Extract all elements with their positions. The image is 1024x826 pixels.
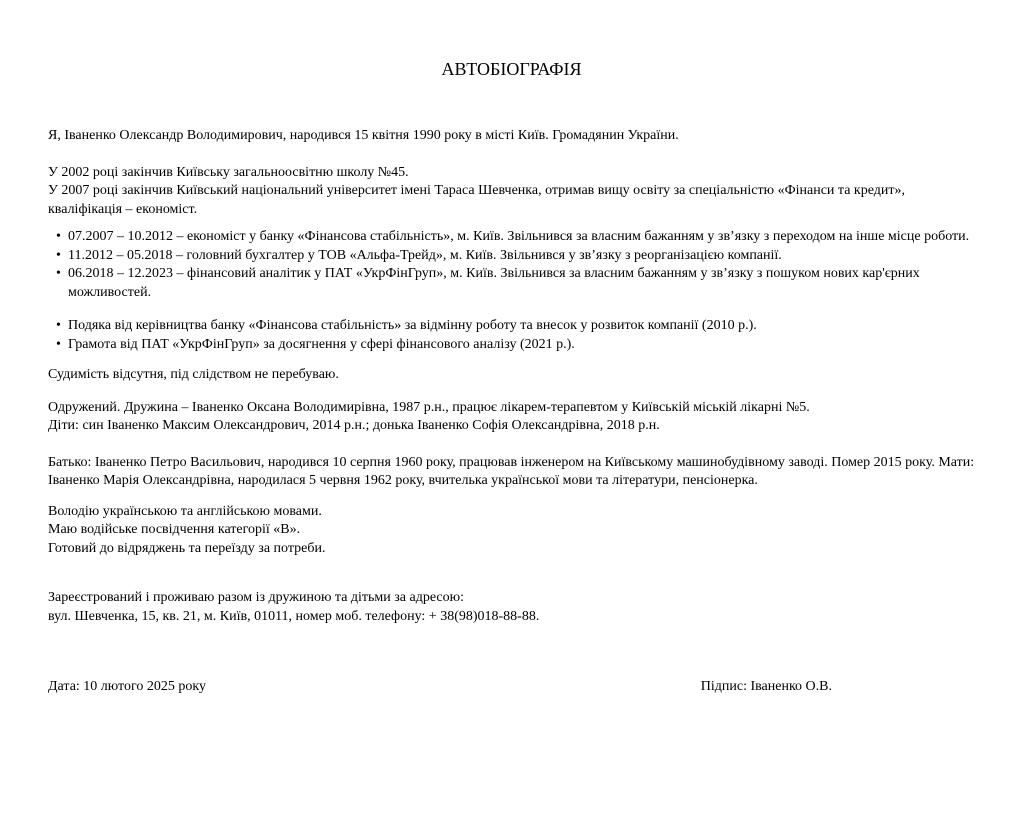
list-item (56, 265, 975, 302)
list-item (56, 336, 975, 355)
document-page (0, 57, 1024, 697)
bullet-icon: • (56, 229, 61, 244)
family-spouse-line: Одружений. Дружина – Іваненко Оксана Володимирівна, 1987 р.н., працює лікарем-терапевтом у Київській міській лікарні №5. (48, 399, 810, 415)
education-section (48, 164, 975, 220)
parents-paragraph: Батько: Іваненко Петро Васильович, народився 10 серпня 1960 року, працював інженером на Київському машинобудівному заводі. Помер 2015 року. Мати: Іваненко Марія Олександрівна, народилася 5 червня 1962 року, вчителька української мови та літератури, пенсіонерка. (48, 454, 975, 488)
date-label: Дата: 10 лютого 2025 року (48, 679, 206, 694)
address-intro-line: Зареєстрований і проживаю разом із дружиною та дітьми за адресою: (48, 590, 464, 605)
skills-driving-line: Маю водійське посвідчення категорії «В». (48, 522, 301, 537)
criminal-record-paragraph: Судимість відсутня, під слідством не перебуваю. (48, 367, 339, 382)
family-children-line: Діти: син Іваненко Максим Олександрович, 2014 р.н.; донька Іваненко Софія Олександрівна, 2018 р.н. (48, 418, 660, 433)
signature-label: Підпис: Іваненко О.В. (700, 679, 832, 694)
list-item (56, 228, 975, 247)
award-item-text: Подяка від керівництва банку «Фінансова стабільність» за відмінну роботу та внесок у розвиток компанії (2010 р.). (68, 318, 757, 333)
skills-section (48, 503, 975, 559)
work-item-text: 06.2018 – 12.2023 – фінансовий аналітик у ПАТ «УкрФінГруп», м. Київ. Звільнився за власним бажанням у зв’язку з пошуком нових кар'єрних можливостей. (68, 266, 920, 300)
skills-mobility-line: Готовий до відряджень та переїзду за потреби. (48, 540, 326, 556)
education-line-school: У 2002 році закінчив Київську загальноосвітню школу №45. (48, 164, 409, 180)
page-title: АВТОБІОГРАФІЯ (441, 59, 582, 79)
bullet-icon: • (56, 336, 61, 352)
address-section (48, 589, 975, 626)
work-item-text: 11.2012 – 05.2018 – головний бухгалтер у ТОВ «Альфа-Трейд», м. Київ. Звільнився у зв’язку з реорганізацією компанії. (68, 247, 782, 263)
bullet-icon: • (56, 266, 61, 281)
education-line-university: У 2007 році закінчив Київський національний університет імені Тараса Шевченка, отримав вищу освіту за спеціальністю «Фінанси та кредит», кваліфікація – економіст. (48, 183, 905, 217)
family-section (48, 399, 975, 436)
awards-list (48, 317, 975, 354)
footer-row (48, 678, 975, 697)
work-item-text: 07.2007 – 10.2012 – економіст у банку «Фінансова стабільність», м. Київ. Звільнився за власним бажанням у зв’язку з переходом на інше місце роботи. (68, 229, 970, 244)
list-item (56, 247, 975, 266)
bullet-icon: • (56, 247, 61, 263)
intro-paragraph: Я, Іваненко Олександр Володимирович, народився 15 квітня 1990 року в місті Київ. Громадянин України. (48, 128, 679, 143)
bullet-icon: • (56, 318, 61, 333)
list-item (56, 317, 975, 336)
award-item-text: Грамота від ПАТ «УкрФінГруп» за досягнення у сфері фінансового аналізу (2021 р.). (68, 336, 575, 352)
address-detail-line: вул. Шевченка, 15, кв. 21, м. Київ, 01011, номер моб. телефону: + 38(98)018-88-88. (48, 608, 540, 624)
work-experience-list (48, 228, 975, 302)
skills-languages-line: Володію українською та англійською мовами. (48, 503, 322, 519)
